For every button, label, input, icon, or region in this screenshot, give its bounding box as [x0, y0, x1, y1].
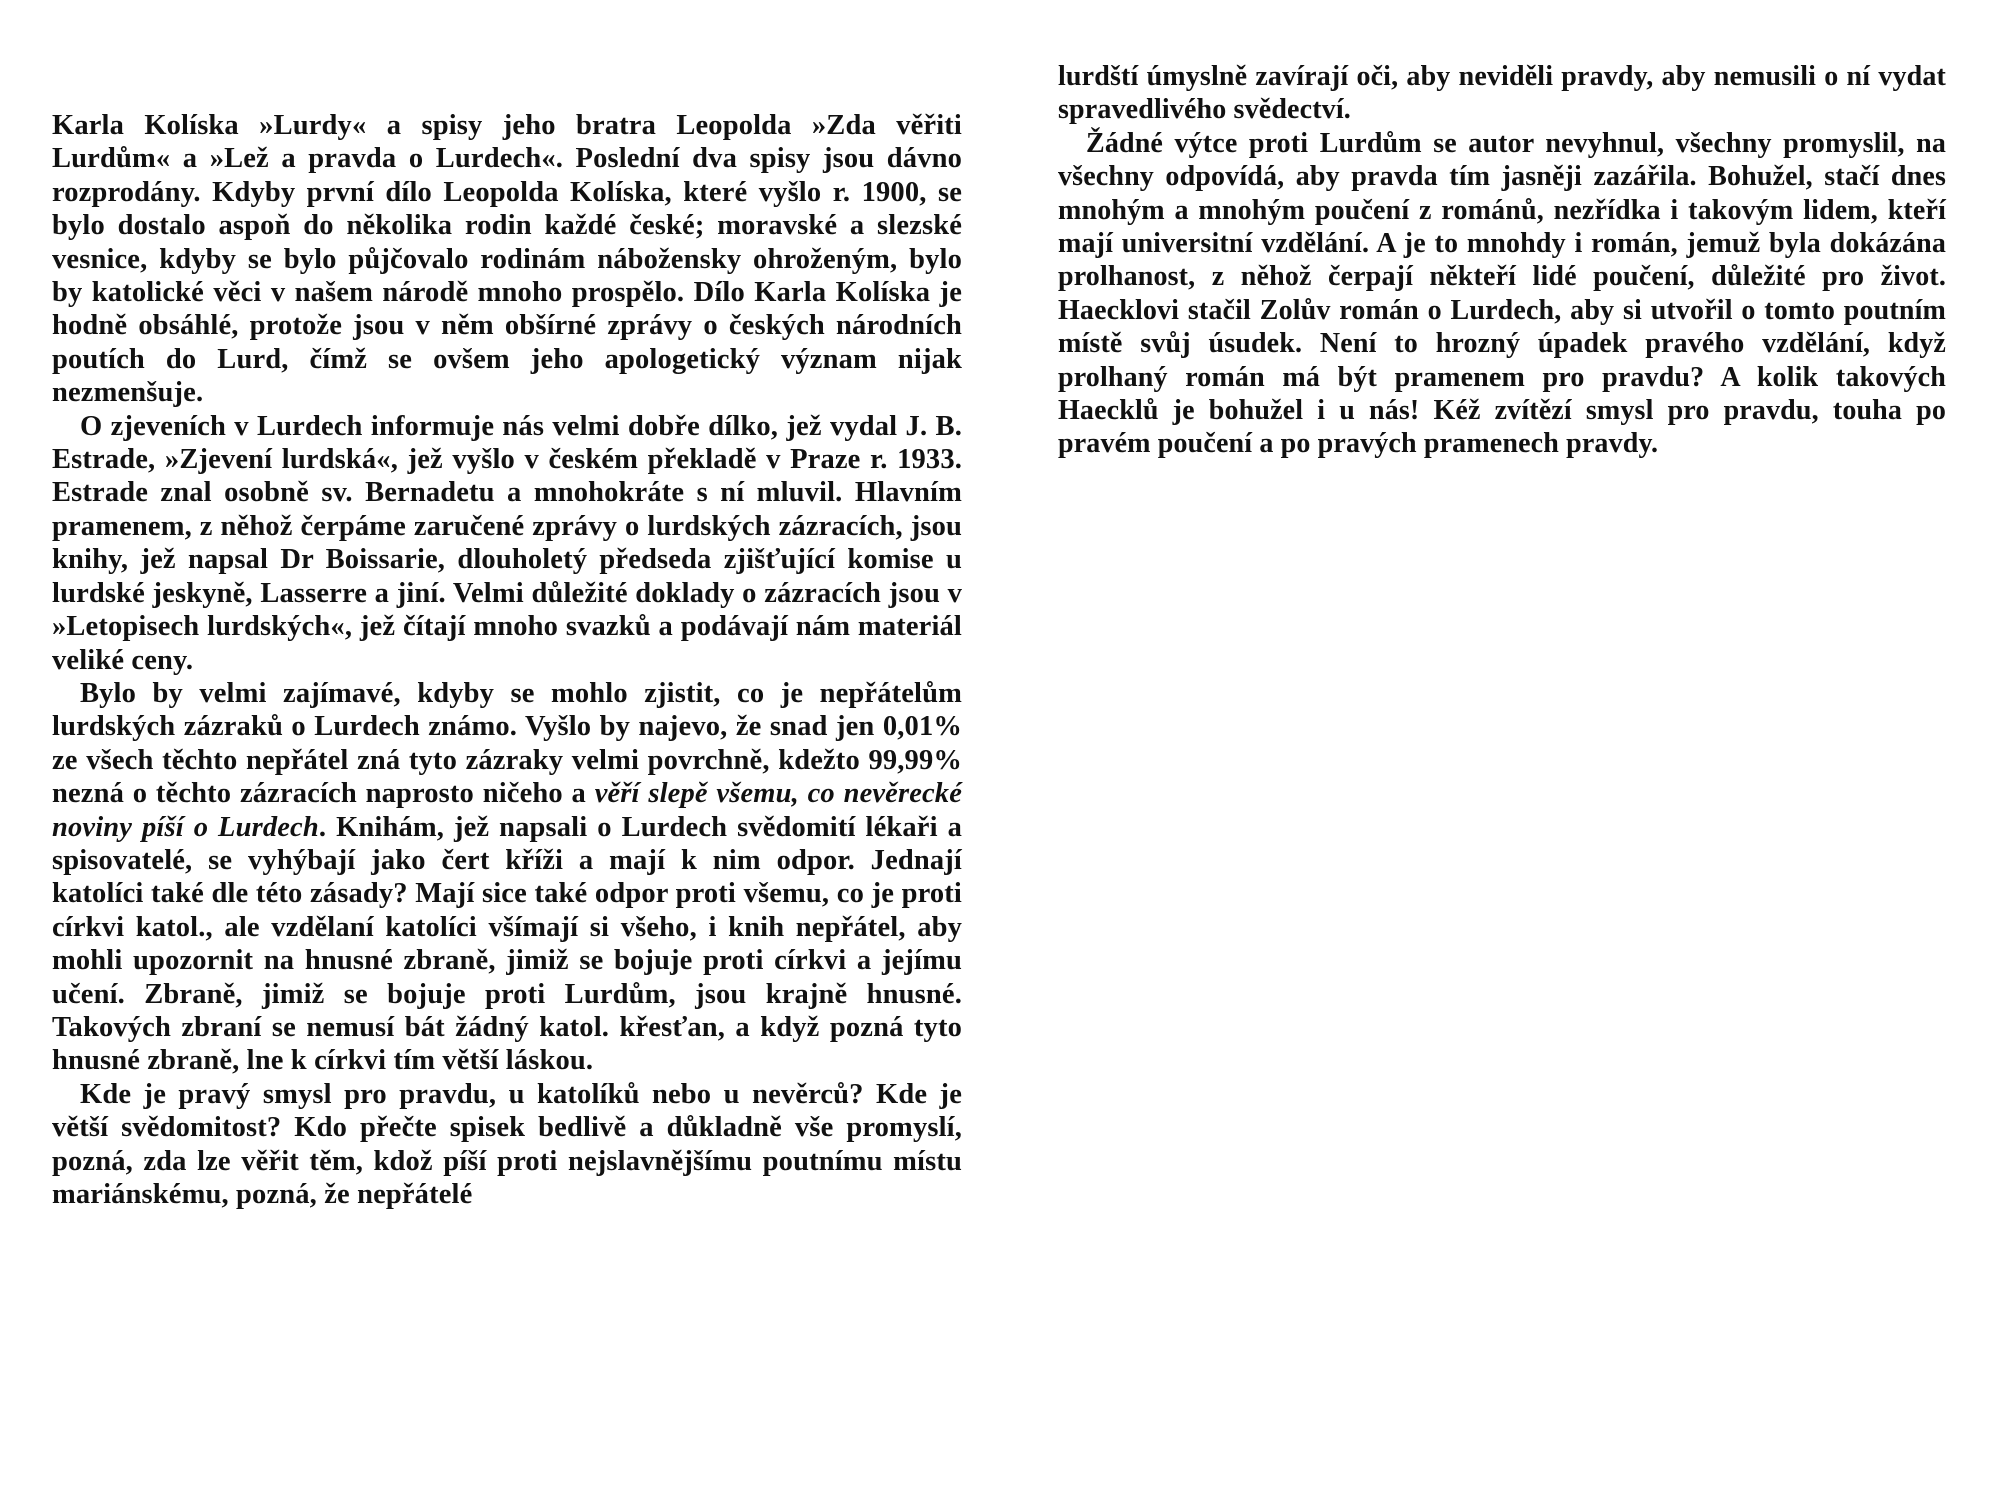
- paragraph: [52, 1078, 962, 1212]
- text-run: O zjeveních v Lurdech informuje nás velmi dobře dílko, jež vydal J. B. Estrade, »Zjevení lurdská«, jež vyšlo v českém překladě v Praze r. 1933. Estrade znal osobně sv. Bernadetu a mnohokráte s ní mluvil. Hlavním pramenem, z něhož čerpáme zaručené zprávy o lurdských zázracích, jsou knihy, jež napsal Dr Boissarie, dlouholetý předseda zjišťující komise u lurdské jeskyně, Lasserre a jiní. Velmi důležité doklady o zázracích jsou v »Letopisech lurdských«, jež čítají mnoho svazků a podávají nám materiál veliké ceny.: [52, 410, 962, 676]
- paragraph: [52, 677, 962, 1078]
- paragraph: [1058, 60, 1946, 127]
- paragraph: [1058, 127, 1946, 461]
- right-page: [1002, 0, 2004, 1500]
- text-run: Bylo by velmi zajímavé, kdyby se mohlo zjistit, co je nepřátelům lurdských zázraků o Lurdech známo. Vyšlo by najevo, že snad jen 0,01% ze všech těchto nepřátel zná tyto zázraky velmi povrchně, kdežto 99,99% nezná o těchto zázracích naprosto ničeho a: [52, 677, 962, 810]
- italic-run: věří slepě všemu, co nevěrecké noviny píší o Lurdech: [52, 778, 963, 843]
- text-run: Kde je pravý smysl pro pravdu, u katolíků nebo u nevěrců? Kde je větší svědomitost? Kdo přečte spisek bedlivě a důkladně vše promyslí, pozná, zda lze věřit těm, kdož píší proti nejslavnějšímu poutnímu místu mariánskému, pozná, že nepřátelé: [52, 1078, 962, 1210]
- text-run: . Knihám, jež napsali o Lurdech svědomití lékaři a spisovatelé, se vyhýbají jako čert kříži a mají k nim odpor. Jednají katolíci také dle této zásady? Mají sice také odpor proti všemu, co je proti církvi katol., ale vzdělaní katolíci všímají si všeho, i knih nepřátel, aby mohli upozornit na hnusné zbraně, jimiž se bojuje proti církvi a jejímu učení. Zbraně, jimiž se bojuje proti Lurdům, jsou krajně hnusné. Takových zbraní se nemusí bát žádný katol. křesťan, a když pozná tyto hnusné zbraně, lne k církvi tím větší láskou.: [52, 811, 962, 1077]
- right-text-column: [1058, 60, 1946, 461]
- text-run: Karla Kolíska »Lurdy« a spisy jeho bratra Leopolda »Zda věřiti Lurdům« a »Lež a pravda o Lurdech«. Poslední dva spisy jsou dávno rozprodány. Kdyby první dílo Leopolda Kolíska, které vyšlo r. 1900, se bylo dostalo aspoň do několika rodin každé české; moravské a slezské vesnice, kdyby se bylo půjčovalo rodinám nábožensky ohroženým, bylo by katolické věci v našem národě mnoho prospělo. Dílo Karla Kolíska je hodně obsáhlé, protože jsou v něm obšírné zprávy o českých národních poutích do Lurd, čímž se ovšem jeho apologetický význam nijak nezmenšuje.: [52, 110, 962, 409]
- text-run: Žádné výtce proti Lurdům se autor nevyhnul, všechny promyslil, na všechny odpovídá, aby pravda tím jasněji zazářila. Bohužel, stačí dnes mnohým a mnohým poučení z románů, nezřídka i takovým lidem, kteří mají universitní vzdělání. A je to mnohdy i román, jemuž byla dokázána prolhanost, z něhož čerpají někteří lidé poučení, důležité pro život. Haecklovi stačil Zolův román o Lurdech, aby si utvořil o tomto poutním místě svůj úsudek. Není to hrozný úpadek pravého vzdělání, když prolhaný román má být pramenem pro pravdu? A kolik takových Haecklů je bohužel i u nás! Kéž zvítězí smysl pro pravdu, touha po pravém poučení a po pravých pramenech pravdy.: [1058, 127, 1946, 460]
- left-text-column: [52, 109, 962, 1211]
- text-run: lurdští úmyslně zavírají oči, aby neviděli pravdy, aby nemusili o ní vydat spravedlivého svědectví.: [1058, 61, 1946, 126]
- paragraph: [52, 109, 962, 410]
- paragraph: [52, 410, 962, 677]
